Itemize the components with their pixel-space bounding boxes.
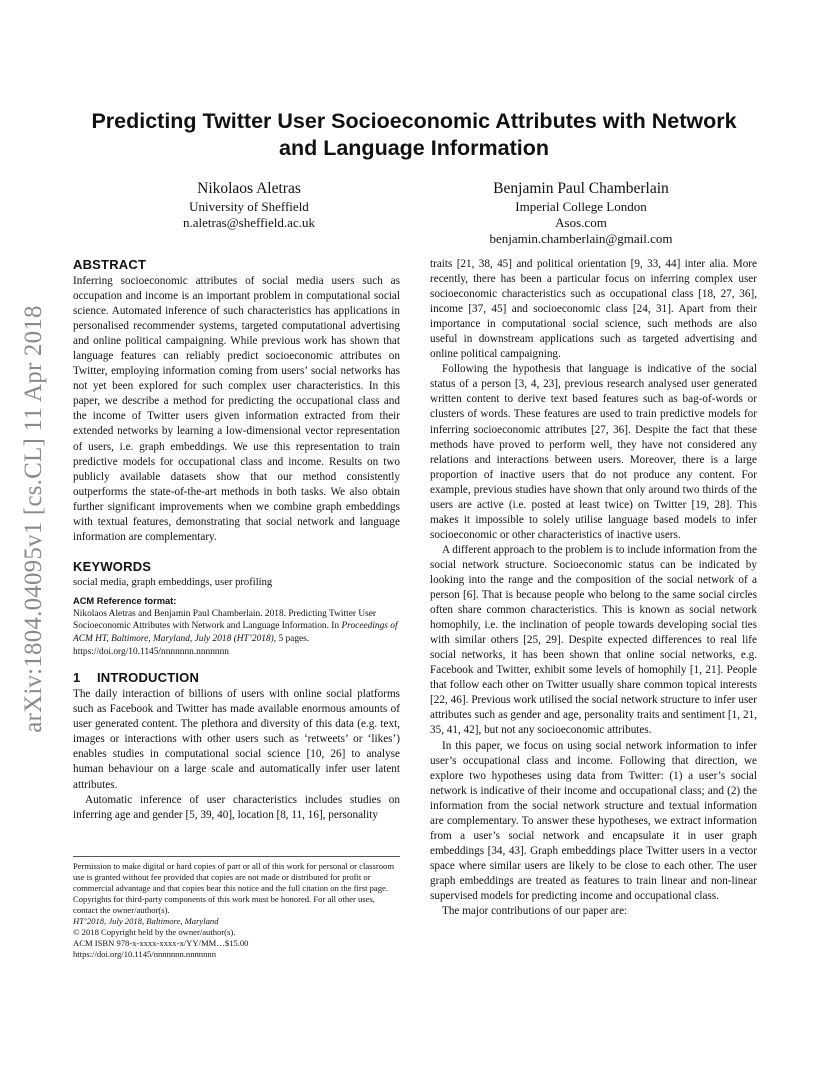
footnote-doi: https://doi.org/10.1145/nnnnnnn.nnnnnnn bbox=[73, 949, 216, 959]
paper-title bbox=[60, 108, 768, 162]
left-column bbox=[73, 256, 400, 823]
author-1-affiliation: University of Sheffield bbox=[189, 199, 309, 214]
acm-reference-part-2: 5 pages. bbox=[276, 634, 310, 645]
right-paragraph-2: Following the hypothesis that language is indicative of the social status of a person [3, 4, 23], previous research analysed user generated written content to derive text based features such as bag-of-words or clusters of words. These features are used to train predictive models for inferring socioeconomic attributes [27, 36]. Despite the fact that these methods have proved to perform well, they have not considered any relations and interactions between users. Moreover, there is a large proportion of inactive users that do not produce any content. For example, previous studies have shown that only around two thirds of the users are active (i.e. posted at least twice) on Twitter [19, 28]. This makes it impossible to solely utilise language based models to infer socioeconomic or other characteristics of inactive users. bbox=[430, 363, 757, 541]
introduction-title: INTRODUCTION bbox=[97, 670, 200, 686]
author-1-name: Nikolaos Aletras bbox=[197, 180, 301, 197]
right-paragraph-4: In this paper, we focus on using social network information to infer user’s occupational class and income. Following that direction, we explore two hypotheses using data from Twitter: (1) a user’s social network is indicative of their income and occupational class; and (2) the information from the social network structure and textual information are complementary. To answer these hypotheses, we extract information from a user’s social network and encapsulate it in user graph embeddings [34, 43]. Graph embeddings place Twitter users in a vector space where similar users are likely to be close to each other. The user graph embeddings are treated as features to train linear and non-linear supervised models for predicting income and occupational class. bbox=[430, 739, 757, 902]
keywords-text: social media, graph embeddings, user profiling bbox=[73, 576, 273, 588]
footnote-venue bbox=[73, 916, 400, 927]
right-paragraph-1: traits [21, 38, 45] and political orientation [9, 33, 44] inter alia. More recently, there has been a particular focus on inferring complex user socioeconomic characteristics such as occupational class [18, 27, 36], income [37, 45] and socioeconomic class [24, 31]. Apart from their importance in computational social science, such methods are also useful in downstream applications such as targeted advertising and online political campaigning. bbox=[430, 258, 757, 361]
acm-reference-text bbox=[73, 608, 400, 658]
right-column bbox=[430, 257, 757, 919]
footnote-isbn: ACM ISBN 978-x-xxxx-xxxx-x/YY/MM…$15.00 bbox=[73, 938, 249, 948]
right-paragraph-3: A different approach to the problem is to include information from the social network structure. Socioeconomic status can be indicated by looking into the range and the composition of the social network of a person [6]. That is because people who belong to the same social circles often share common characteristics. This is known as social network homophily, i.e. the inclination of people towards developing social ties with similar others [25, 29]. Despite expected differences to real life social networks, it has been shown that online social networks, e.g. Facebook and Twitter, exhibit some levels of homophily [1, 21]. People that follow each other on Twitter usually share common topical interests [22, 46]. Previous work utilised the social network structure to infer user attributes such as gender and age, personality traits and sentiment [1, 21, 35, 41, 42], but not any socioeconomic attributes. bbox=[430, 543, 757, 737]
abstract-text: Inferring socioeconomic attributes of social media users such as occupation and income is an important problem in computational social science. Automated inference of such characteristics has applications in personalised recommender systems, targeted computational advertising and online political campaigning. While previous work has shown that language features can reliably predict socioeconomic attributes on Twitter, employing information coming from users’ social networks has not yet been explored for such complex user characteristics. In this paper, we describe a method for predicting the occupational class and the income of Twitter users given information extracted from their extended networks by learning a low-dimensional vector representation of users, i.e. graph embeddings. We use this representation to train predictive models for occupational class and income. Results on two publicly available datasets show that our method consistently outperforms the state-of-the-art methods in both tasks. We also obtain further significant improvements when we combine graph embeddings with textual features, demonstrating that social network and language information are complementary. bbox=[73, 275, 400, 543]
introduction-number: 1 bbox=[73, 670, 81, 686]
footnote-venue-text: HT’2018, July 2018, Baltimore, Maryland bbox=[73, 916, 219, 926]
arxiv-identifier bbox=[14, 284, 54, 754]
author-1 bbox=[154, 179, 344, 231]
author-2 bbox=[461, 179, 701, 247]
right-paragraph-5: The major contributions of our paper are: bbox=[442, 905, 628, 918]
arxiv-identifier-text: arXiv:1804.04095v1 [cs.CL] 11 Apr 2018 bbox=[20, 305, 47, 733]
author-2-email: benjamin.chamberlain@gmail.com bbox=[489, 231, 673, 246]
acm-reference-proceedings: Proceedings of ACM HT, Baltimore, Maryland, July 2018 (HT’2018), bbox=[73, 621, 398, 645]
footnote-permission: Permission to make digital or hard copies of part or all of this work for personal or classroom use is granted without fee provided that copies are not made or distributed for profit or commercial advantage and that copies bear this notice and the full citation on the first page. Copyrights for third-party components of this work must be honored. For all other uses, contact the owner/author(s). bbox=[73, 861, 394, 915]
copyright-footnote bbox=[73, 856, 400, 960]
author-2-affiliation-2: Asos.com bbox=[555, 215, 607, 230]
abstract-heading: ABSTRACT bbox=[73, 257, 147, 272]
footnote-copyright: © 2018 Copyright held by the owner/author(s). bbox=[73, 927, 236, 937]
introduction-paragraph-2: Automatic inference of user characteristics includes studies on inferring age and gender [5, 39, 40], location [8, 11, 16], personality bbox=[73, 793, 400, 821]
acm-reference-part-1: Nikolaos Aletras and Benjamin Paul Chamberlain. 2018. Predicting Twitter User Socioeconomic Attributes with Network and Language Information. In bbox=[73, 608, 377, 632]
introduction-heading bbox=[73, 669, 400, 686]
acm-reference-doi: https://doi.org/10.1145/nnnnnnn.nnnnnnn bbox=[73, 646, 229, 657]
title-line-1: Predicting Twitter User Socioeconomic Attributes with Network bbox=[91, 109, 737, 133]
title-line-2: and Language Information bbox=[279, 136, 549, 160]
author-1-email: n.aletras@sheffield.ac.uk bbox=[183, 215, 315, 230]
acm-reference-heading: ACM Reference format: bbox=[73, 595, 177, 606]
author-2-affiliation-1: Imperial College London bbox=[515, 199, 647, 214]
keywords-heading: KEYWORDS bbox=[73, 558, 152, 574]
author-2-name: Benjamin Paul Chamberlain bbox=[493, 180, 669, 197]
introduction-paragraph-1: The daily interaction of billions of users with online social platforms such as Facebook and Twitter has made available enormous amounts of user generated content. The plethora and diversity of this data (e.g. text, images or interactions with other users such as ‘retweets’ or ‘likes’) enables studies in computational social science [10, 26] to analyse human behaviour on a large scale and automatically infer user latent attributes. bbox=[73, 688, 400, 791]
